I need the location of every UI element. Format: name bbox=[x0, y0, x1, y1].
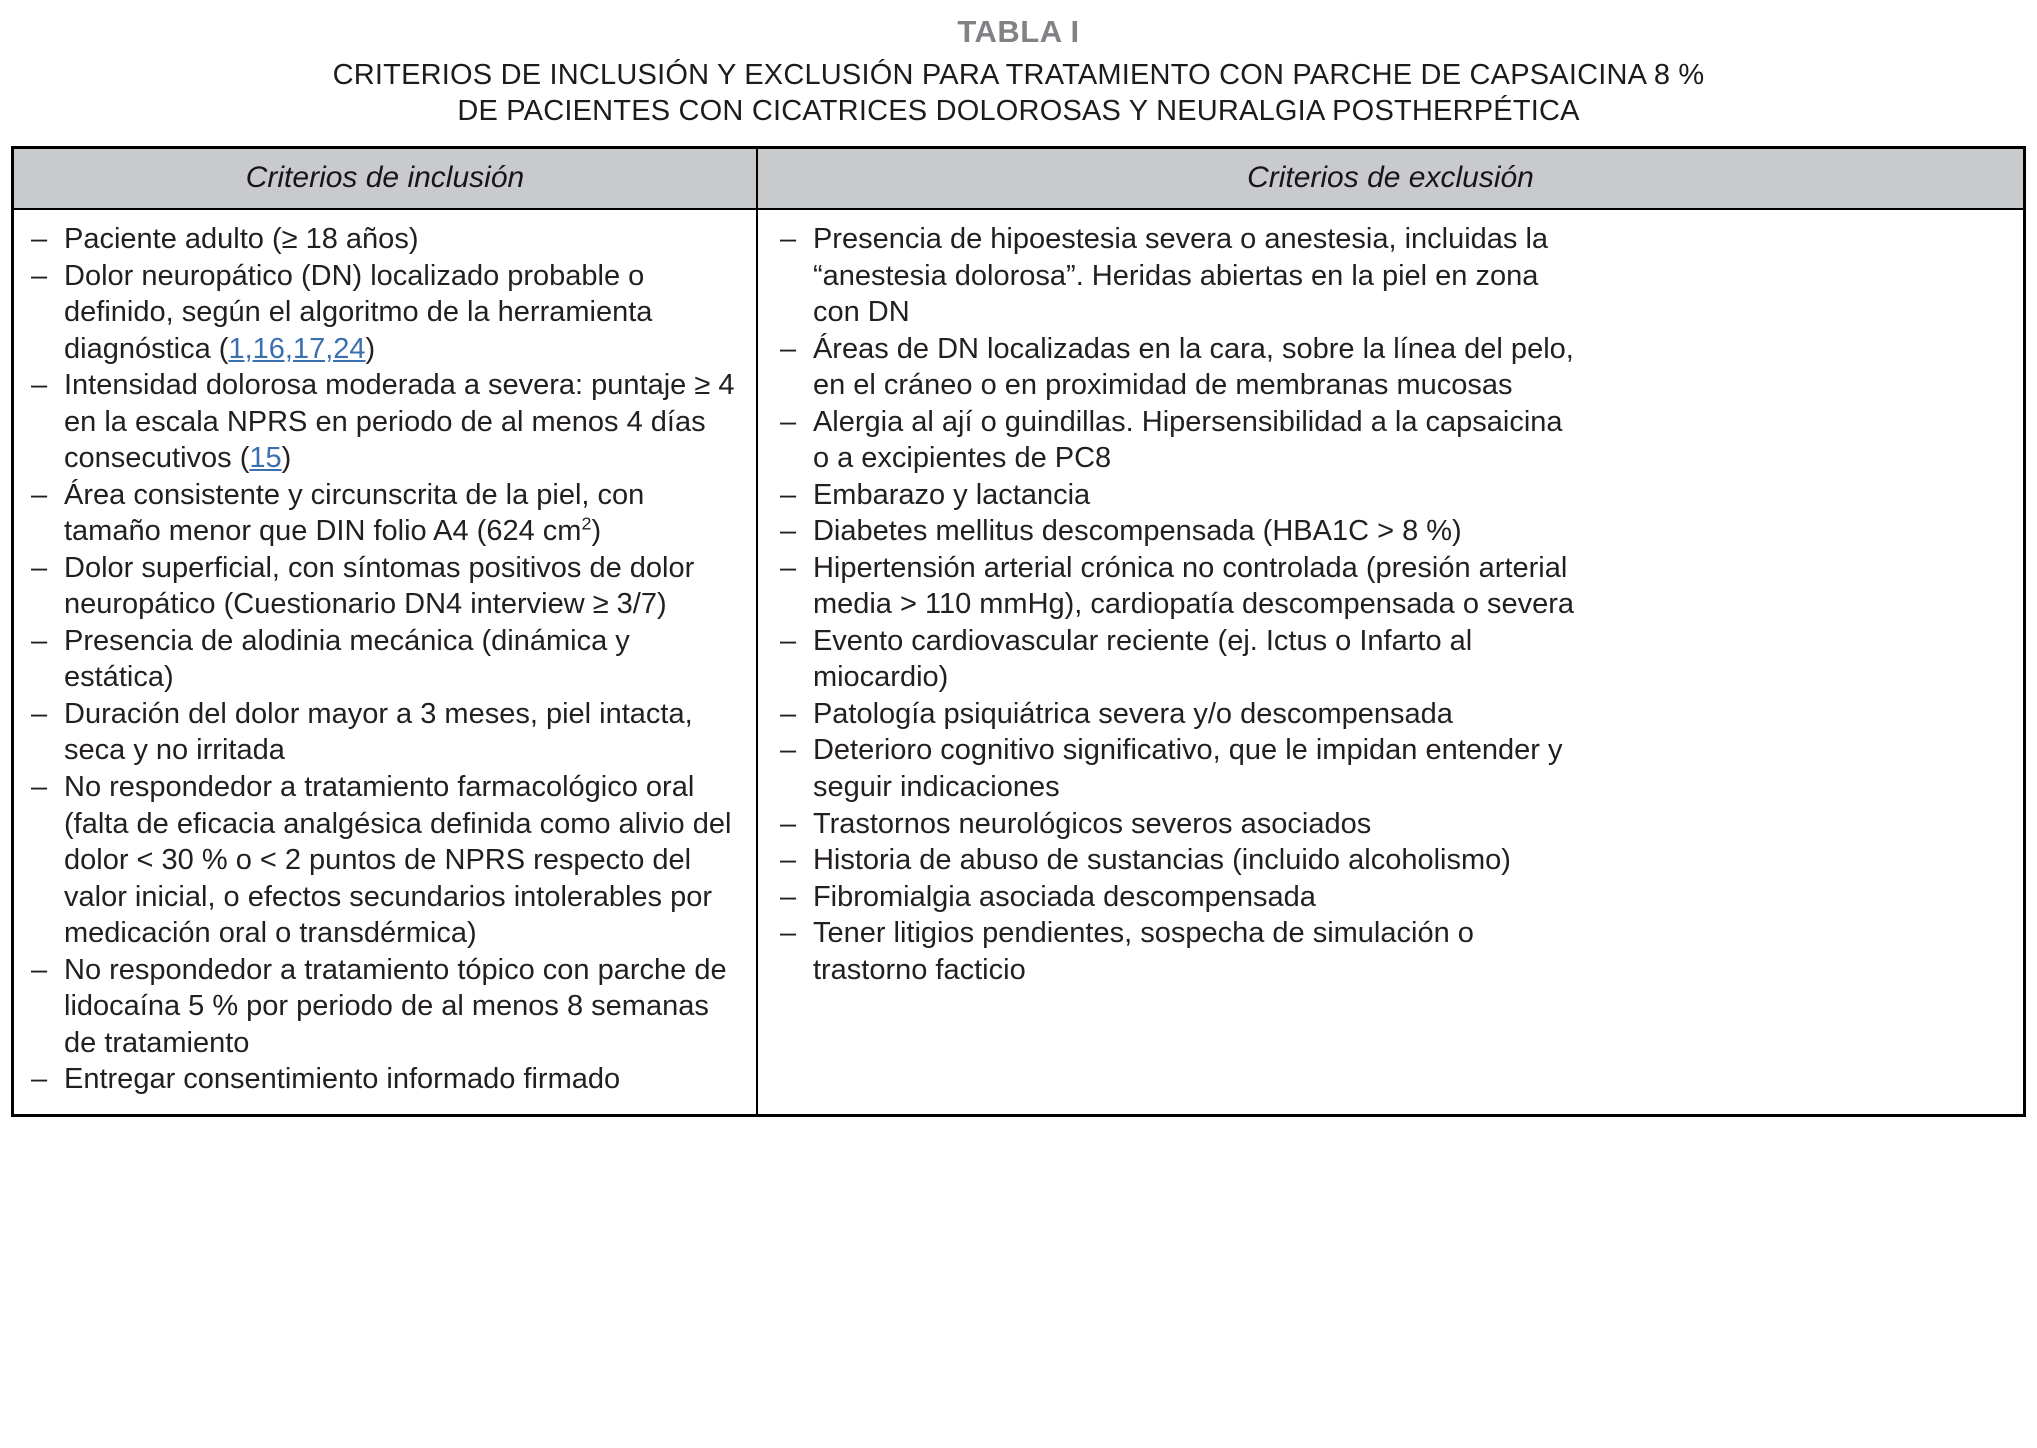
bullet-dash: – bbox=[31, 624, 48, 657]
criteria-item bbox=[31, 952, 740, 1062]
criteria-text: Paciente adulto (≥ 18 años) bbox=[64, 223, 419, 255]
criteria-item bbox=[31, 696, 740, 769]
criteria-text: Dolor superficial, con síntomas positivos de dolor neuropático (Cuestionario DN4 interview ≥ 3/7) bbox=[64, 551, 695, 621]
criteria-item bbox=[780, 404, 1580, 477]
bullet-dash: – bbox=[779, 551, 797, 584]
bullet-dash: – bbox=[31, 259, 48, 292]
table-title-block bbox=[11, 14, 2026, 130]
criteria-text: Hipertensión arterial crónica no controlada (presión arterial media > 110 mmHg), cardiopatía descompensada o severa bbox=[812, 551, 1575, 621]
bullet-dash: – bbox=[779, 880, 797, 913]
criteria-text: No respondedor a tratamiento tópico con parche de lidocaína 5 % por periodo de al menos 8 semanas de tratamiento bbox=[64, 953, 727, 1059]
table-caption-line1: CRITERIOS DE INCLUSIÓN Y EXCLUSIÓN PARA TRATAMIENTO CON PARCHE DE CAPSAICINA 8 % bbox=[332, 59, 1705, 91]
criteria-item bbox=[780, 550, 1580, 623]
criteria-item bbox=[780, 221, 1580, 331]
criteria-text: Fibromialgia asociada descompensada bbox=[812, 880, 1316, 913]
bullet-dash: – bbox=[779, 223, 797, 255]
bullet-dash: – bbox=[779, 332, 797, 365]
criteria-item bbox=[780, 477, 1580, 514]
bullet-dash: – bbox=[31, 223, 48, 255]
criteria-item bbox=[780, 732, 1580, 805]
criteria-text: Embarazo y lactancia bbox=[812, 478, 1091, 511]
criteria-item bbox=[31, 477, 740, 550]
criteria-text: Duración del dolor mayor a 3 meses, piel intacta, seca y no irritada bbox=[64, 697, 693, 767]
criteria-text: Evento cardiovascular reciente (ej. Ictus o Infarto al miocardio) bbox=[812, 624, 1473, 694]
criteria-item bbox=[31, 623, 740, 696]
criteria-item bbox=[780, 915, 1580, 988]
criteria-text: Presencia de hipoestesia severa o anestesia, incluidas la “anestesia dolorosa”. Heridas abiertas en la piel en zona con DN bbox=[812, 223, 1549, 329]
bullet-dash: – bbox=[31, 770, 48, 803]
body-row bbox=[13, 209, 2025, 1115]
criteria-item bbox=[31, 221, 740, 258]
header-row bbox=[13, 147, 2025, 209]
table-label: TABLA I bbox=[957, 14, 1080, 49]
criteria-table bbox=[11, 146, 2026, 1117]
criteria-item bbox=[780, 842, 1580, 879]
criteria-item bbox=[780, 806, 1580, 843]
bullet-dash: – bbox=[779, 807, 797, 840]
bullet-dash: – bbox=[779, 917, 797, 950]
inclusion-column-header: Criterios de inclusión bbox=[13, 147, 757, 209]
bullet-dash: – bbox=[779, 844, 797, 877]
bullet-dash: – bbox=[779, 405, 797, 438]
criteria-text: No respondedor a tratamiento farmacológico oral (falta de eficacia analgésica definida como alivio del dolor < 30 % o < 2 puntos de NPRS respecto del valor inicial, o efectos secundarios intolerables por medicación oral o transdérmica) bbox=[64, 770, 732, 950]
criteria-item bbox=[780, 331, 1580, 404]
criteria-item bbox=[780, 879, 1580, 916]
criteria-text: Áreas de DN localizadas en la cara, sobre la línea del pelo, en el cráneo o en proximidad de membranas mucosas bbox=[812, 332, 1574, 402]
superscript: 2 bbox=[581, 513, 592, 534]
criteria-item bbox=[31, 258, 740, 368]
table-caption-line2: DE PACIENTES CON CICATRICES DOLOROSAS Y NEURALGIA POSTHERPÉTICA bbox=[457, 95, 1580, 128]
criteria-item bbox=[31, 769, 740, 952]
bullet-dash: – bbox=[31, 697, 48, 730]
criteria-text: Historia de abuso de sustancias (incluido alcoholismo) bbox=[812, 844, 1511, 877]
criteria-item bbox=[780, 696, 1580, 733]
bullet-dash: – bbox=[779, 697, 797, 730]
criteria-item bbox=[780, 623, 1580, 696]
bullet-dash: – bbox=[31, 953, 48, 986]
reference-link[interactable]: 15 bbox=[249, 442, 282, 475]
bullet-dash: – bbox=[31, 478, 48, 511]
criteria-text: Entregar consentimiento informado firmado bbox=[64, 1063, 621, 1096]
criteria-text: Patología psiquiátrica severa y/o descompensada bbox=[812, 697, 1453, 730]
bullet-dash: – bbox=[779, 478, 797, 511]
bullet-dash: – bbox=[31, 1063, 48, 1096]
criteria-text: Área consistente y circunscrita de la piel, con tamaño menor que DIN folio A4 (624 $cm^2$) bbox=[64, 478, 645, 548]
criteria-text: Diabetes mellitus descompensada (HBA1C > 8 %) bbox=[812, 515, 1462, 548]
criteria-item bbox=[780, 513, 1580, 550]
bullet-dash: – bbox=[31, 369, 48, 402]
exclusion-list bbox=[780, 221, 1580, 988]
criteria-item bbox=[31, 550, 740, 623]
criteria-text: Tener litigios pendientes, sospecha de simulación o trastorno facticio bbox=[812, 917, 1474, 986]
criteria-text: Presencia de alodinia mecánica (dinámica y estática) bbox=[64, 624, 630, 694]
exclusion-cell bbox=[757, 209, 2025, 1115]
inclusion-list bbox=[31, 221, 740, 1098]
criteria-text: Deterioro cognitivo significativo, que le impidan entender y seguir indicaciones bbox=[812, 734, 1563, 803]
criteria-text: Intensidad dolorosa moderada a severa: puntaje ≥ 4 en la escala NPRS en periodo de al menos 4 días consecutivos (15) bbox=[64, 369, 735, 475]
bullet-dash: – bbox=[779, 734, 797, 767]
criteria-item bbox=[31, 367, 740, 477]
criteria-text: Dolor neuropático (DN) localizado probable o definido, según el algoritmo de la herramienta diagnóstica (1,16,17,24) bbox=[64, 259, 653, 365]
bullet-dash: – bbox=[31, 551, 48, 584]
reference-link[interactable]: 1,16,17,24 bbox=[228, 332, 366, 365]
criteria-item bbox=[31, 1061, 740, 1098]
bullet-dash: – bbox=[779, 515, 797, 548]
criteria-text: Alergia al ají o guindillas. Hipersensibilidad a la capsaicina o a excipientes de PC8 bbox=[812, 405, 1563, 475]
criteria-text: Trastornos neurológicos severos asociados bbox=[812, 807, 1372, 840]
inclusion-cell bbox=[13, 209, 757, 1115]
bullet-dash: – bbox=[779, 624, 797, 657]
exclusion-column-header: Criterios de exclusión bbox=[757, 147, 2025, 209]
